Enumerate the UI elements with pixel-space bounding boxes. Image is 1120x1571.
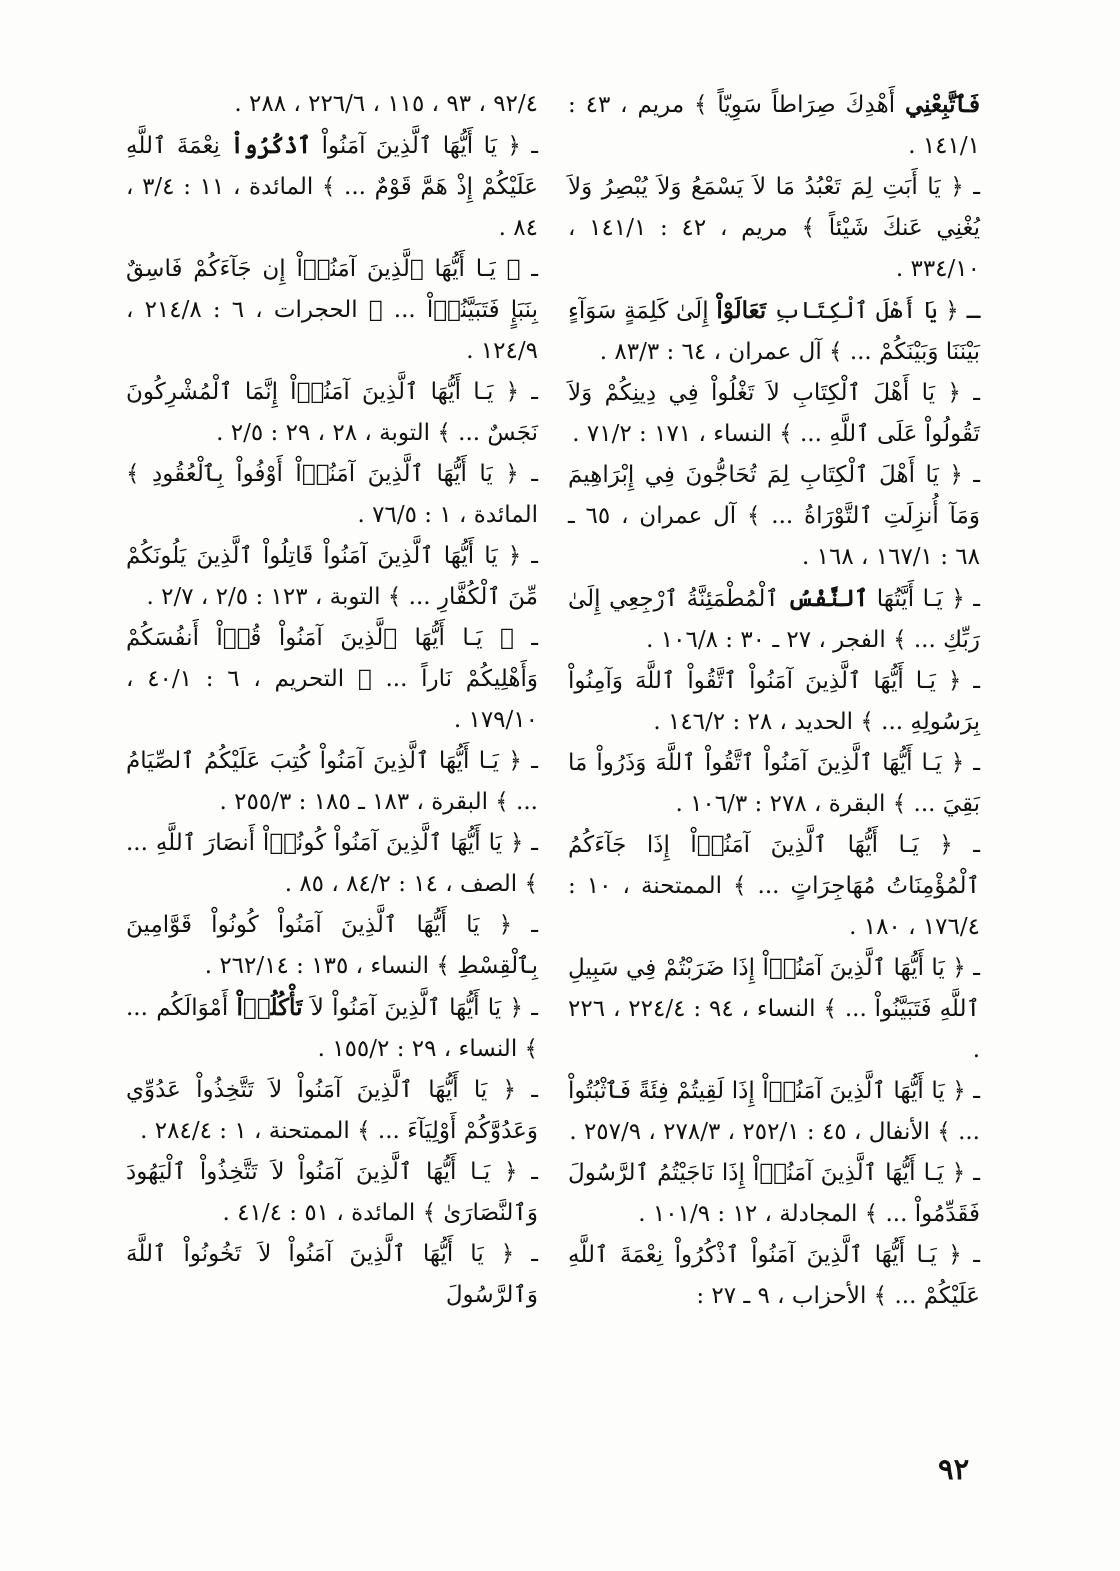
entry-text: ـ ﴿ يَا أَبَتِ لِمَ تَعْبُدُ مَا لاَ يَسْمَعُ وَلاَ يُبْصِرُ وَلاَ يُغْنِي عَنكَ شَيْئاً ﴾ مريم ، ٤٢ : ١٤١/١ ، ٣٣٤/١٠ . — [568, 174, 981, 282]
entry-text: نِعْمَةَ ٱللَّهِ عَلَيْكُمْ إِذْ هَمَّ قَوْمٌ ... ﴾ المائدة ، ١١ : ٣/٤ ، ٨٤ . — [126, 133, 539, 241]
entry-text: ـ ﴿ يَا أَيُّهَا ٱلَّذِينَ آمَنُواْ لاَ تَتَّخِذُواْ عَدُوِّي وَعَدُوَّكُمْ أَوْلِيَآءَ ... ﴾ الممتحنة ، ١ : ٢٨٤/٤ . — [126, 1077, 538, 1144]
entry-text: ـ ﴿ يَـا أَيَّتُهَا — [868, 586, 980, 612]
index-entry — [126, 1234, 538, 1316]
index-entry — [126, 1152, 538, 1234]
index-entry — [568, 1153, 980, 1235]
index-entry — [568, 825, 980, 948]
entry-text: ـ ﴿ يَـا أَيُّهَا ٱلَّذِينَ آمَنُواْ ٱتَّقُواْ ٱللَّهَ وَآمِنُواْ بِرَسُولِهِ ... ﴾ الحديد ، ٢٨ : ١٤٦/٢ . — [568, 668, 980, 735]
index-entry — [568, 743, 980, 825]
index-entry — [126, 249, 538, 372]
keyword-text: تَأْكُلُوۤاْ — [236, 994, 303, 1021]
index-entry — [568, 455, 980, 578]
index-entry — [126, 905, 538, 987]
left-column — [126, 84, 538, 1316]
entry-text: ـ ﴿ يَا أَهْلَ ٱلْكِتَابِ — [766, 298, 980, 324]
entry-text: ـ ﴿ يَـا أَيُّهَا ٱلَّذِينَ آمَنُوۤاْ إِن جَآءَكُمْ فَاسِقٌ بِنَبَإٍ فَتَبَيَّنُوۤاْ ... ﴾ الحجرات ، ٦ : ٢١٤/٨ ، ١٢٤/٩ . — [126, 256, 539, 364]
entry-text: ـ ﴿ يَا أَيُّهَا ٱلَّذِينَ آمَنُواْ قَاتِلُواْ ٱلَّذِينَ يَلُونَكُمْ مِّنَ ٱلْكُفَّارِ ... ﴾ التوبة ، ١٢٣ : ٢/٥ ، ٢/٧ . — [126, 543, 538, 610]
entry-text: ـ ﴿ يَـا أَيُّهَا ٱلَّذِينَ آمَنُواْ ٱذْكُرُواْ نِعْمَةَ ٱللَّهِ عَلَيْكُمْ ... ﴾ الأحزاب ، ٩ ـ ٢٧ : — [568, 1242, 980, 1309]
index-entry — [126, 823, 538, 905]
entry-text: ـ ﴿ يَـا أَيُّهَا ٱلَّذِينَ آمَنُواْ ٱتَّقُواْ ٱللَّهَ وَذَرُواْ مَا بَقِيَ ... ﴾ البقرة ، ٢٧٨ : ١٠٦/٣ . — [568, 750, 980, 817]
keyword-text: فَٱتَّبِعْنِي — [904, 91, 980, 118]
index-entry — [126, 1070, 538, 1152]
entry-text: ـ ﴿ يَـا أَيُّهَا ٱلَّذِينَ آمَنُوۤاْ إِنَّمَا ٱلْمُشْرِكُونَ نَجَسٌ ... ﴾ التوبة ، ٢٨ ، ٢٩ : ٢/٥ . — [126, 379, 538, 446]
entry-text: ـ ﴿ يَا أَهْلَ ٱلْكِتَابِ لِمَ تُحَاجُّونَ فِي إِبْرَاهِيمَ وَمَآ أُنزِلَتِ ٱلتَّوْرَاةُ ... ﴾ آل عمران ، ٦٥ ـ ٦٨ : ١٦٧/١ ، ١٦٨ . — [568, 462, 980, 570]
index-entry — [568, 1235, 980, 1317]
index-entry — [568, 290, 980, 373]
index-entry — [126, 741, 538, 823]
index-entry — [568, 84, 980, 167]
keyword-text: ٱذْكُرُواْ — [230, 132, 312, 159]
index-entry — [568, 661, 980, 743]
index-entry — [126, 987, 538, 1070]
index-entry — [126, 372, 538, 454]
index-entry — [126, 454, 538, 536]
index-entry — [568, 948, 980, 1071]
index-entry — [126, 84, 538, 125]
entry-text: ـ ﴿ يَا أَيُّهَا ٱلَّذِينَ آمَنُوۤاْ إِذَا لَقِيتُمْ فِئَةً فَٱثْبُتُواْ ... ﴾ الأنفال ، ٤٥ : ٢٥٢/١ ، ٢٧٨/٣ ، ٢٥٧/٩ . — [568, 1078, 980, 1145]
entry-text: ـ ﴿ يَـا أَيُّهَا ٱلَّذِينَ آمَنُوۤاْ إِذَا جَآءَكُمُ ٱلْمُؤْمِنَاتُ مُهَاجِرَاتٍ ... ﴾ الممتحنة ، ١٠ : ١٧٦/٤ ، ١٨٠ . — [568, 832, 980, 940]
entry-text: ـ ﴿ يَا أَيُّهَا ٱلَّذِينَ آمَنُواْ لاَ تَخُونُواْ ٱللَّهَ وَٱلرَّسُولَ — [126, 1241, 538, 1308]
entry-text: إِلَىٰ كَلِمَةٍ سَوَآءٍ بَيْنَنَا وَبَيْنَكُمْ ... ﴾ آل عمران ، ٦٤ : ٨٣/٣ . — [568, 298, 980, 365]
right-column — [568, 84, 980, 1317]
keyword-text: ٱلنَّفْسُ — [787, 585, 869, 612]
index-entry — [126, 536, 538, 618]
keyword-text: تَعَالَوْاْ — [716, 297, 767, 324]
entry-text: ـ ﴿ يَـا أَيُّهَا ٱلَّذِينَ آمَنُواْ لاَ تَتَّخِذُواْ ٱلْيَهُودَ وَٱلنَّصَارَىٰ ﴾ المائدة ، ٥١ : ٤١/٤ . — [126, 1159, 538, 1226]
index-entry — [126, 618, 538, 741]
entry-text: أَمْوَالَكُم ... ﴾ النساء ، ٢٩ : ١٥٥/٢ . — [126, 995, 538, 1062]
page-number: ٩٢ — [938, 1452, 970, 1486]
index-entry — [126, 125, 538, 249]
entry-text: ٩٢/٤ ، ٩٣ ، ١١٥ ، ٢٢٦/٦ ، ٢٨٨ . — [234, 91, 538, 117]
entry-text: ـ ﴿ يَا أَيُّهَا ٱلَّذِينَ آمَنُواْ كُونُوۤاْ أَنصَارَ ٱللَّهِ ... ﴾ الصف ، ١٤ : ٨٤/٢ ، ٨٥ . — [126, 830, 538, 897]
index-entry — [568, 578, 980, 661]
entry-text: ـ ﴿ يَا أَيُّهَا ٱلَّذِينَ آمَنُواْ كُونُواْ قَوَّامِينَ بِٱلْقِسْطِ ﴾ النساء ، ١٣٥ : ٢٦٢/١٤ . — [126, 912, 538, 979]
index-entry — [568, 167, 980, 290]
entry-text: ـ ﴿ يَـا أَيُّهَا ٱلَّذِينَ آمَنُوۤاْ إِذَا نَاجَيْتُمُ ٱلرَّسُولَ فَقَدِّمُواْ ... ﴾ المجادلة ، ١٢ : ١٠١/٩ . — [568, 1160, 980, 1227]
entry-text: ـ ﴿ يَـا أَيُّهَا ٱلَّذِينَ آمَنُواْ كُتِبَ عَلَيْكُمُ ٱلصِّيَامُ ... ﴾ البقرة ، ١٨٣ ـ ١٨٥ : ٢٥٥/٣ . — [126, 748, 538, 815]
entry-text: ٱلْمُطْمَئِنَّةُ ٱرْجِعِي إِلَىٰ رَبِّكِ ... ﴾ الفجر ، ٢٧ ـ ٣٠ : ١٠٦/٨ . — [568, 586, 980, 653]
index-entry — [568, 1071, 980, 1153]
entry-text: ـ ﴿ يَا أَيُّهَا ٱلَّذِينَ آمَنُوۤاْ إِذَا ضَرَبْتُمْ فِي سَبِيلِ ٱللَّهِ فَتَبَيَّنُواْ ... ﴾ النساء ، ٩٤ : ٢٢٤/٤ ، ٢٢٦ . — [568, 955, 980, 1063]
index-entry — [568, 373, 980, 455]
entry-text: ـ ﴿ يَـا أَيُّهَا ٱلَّذِينَ آمَنُواْ قُوۤاْ أَنفُسَكُمْ وَأَهْلِيكُمْ نَاراً ... ﴾ التحريم ، ٦ : ٤٠/١ ، ١٧٩/١٠ . — [126, 625, 538, 733]
entry-text: أَهْدِكَ صِرَاطاً سَوِيّاً ﴾ مريم ، ٤٣ : ١٤١/١ . — [568, 92, 980, 159]
entry-text: ـ ﴿ يَا أَيُّهَا ٱلَّذِينَ آمَنُواْ لاَ — [302, 995, 538, 1021]
entry-text: ـ ﴿ يَا أَهْلَ ٱلْكِتَابِ لاَ تَغْلُواْ فِي دِينِكُمْ وَلاَ تَقُولُواْ عَلَى ٱللَّهِ ... ﴾ النساء ، ١٧١ : ٧١/٢ . — [568, 380, 980, 447]
entry-text: ـ ﴿ يَا أَيُّهَا ٱلَّذِينَ آمَنُواْ — [311, 133, 539, 159]
entry-text: ـ ﴿ يَا أَيُّهَا ٱلَّذِينَ آمَنُوۤاْ أَوْفُواْ بِٱلْعُقُودِ ﴾ المائدة ، ١ : ٧٦/٥ . — [126, 461, 538, 528]
